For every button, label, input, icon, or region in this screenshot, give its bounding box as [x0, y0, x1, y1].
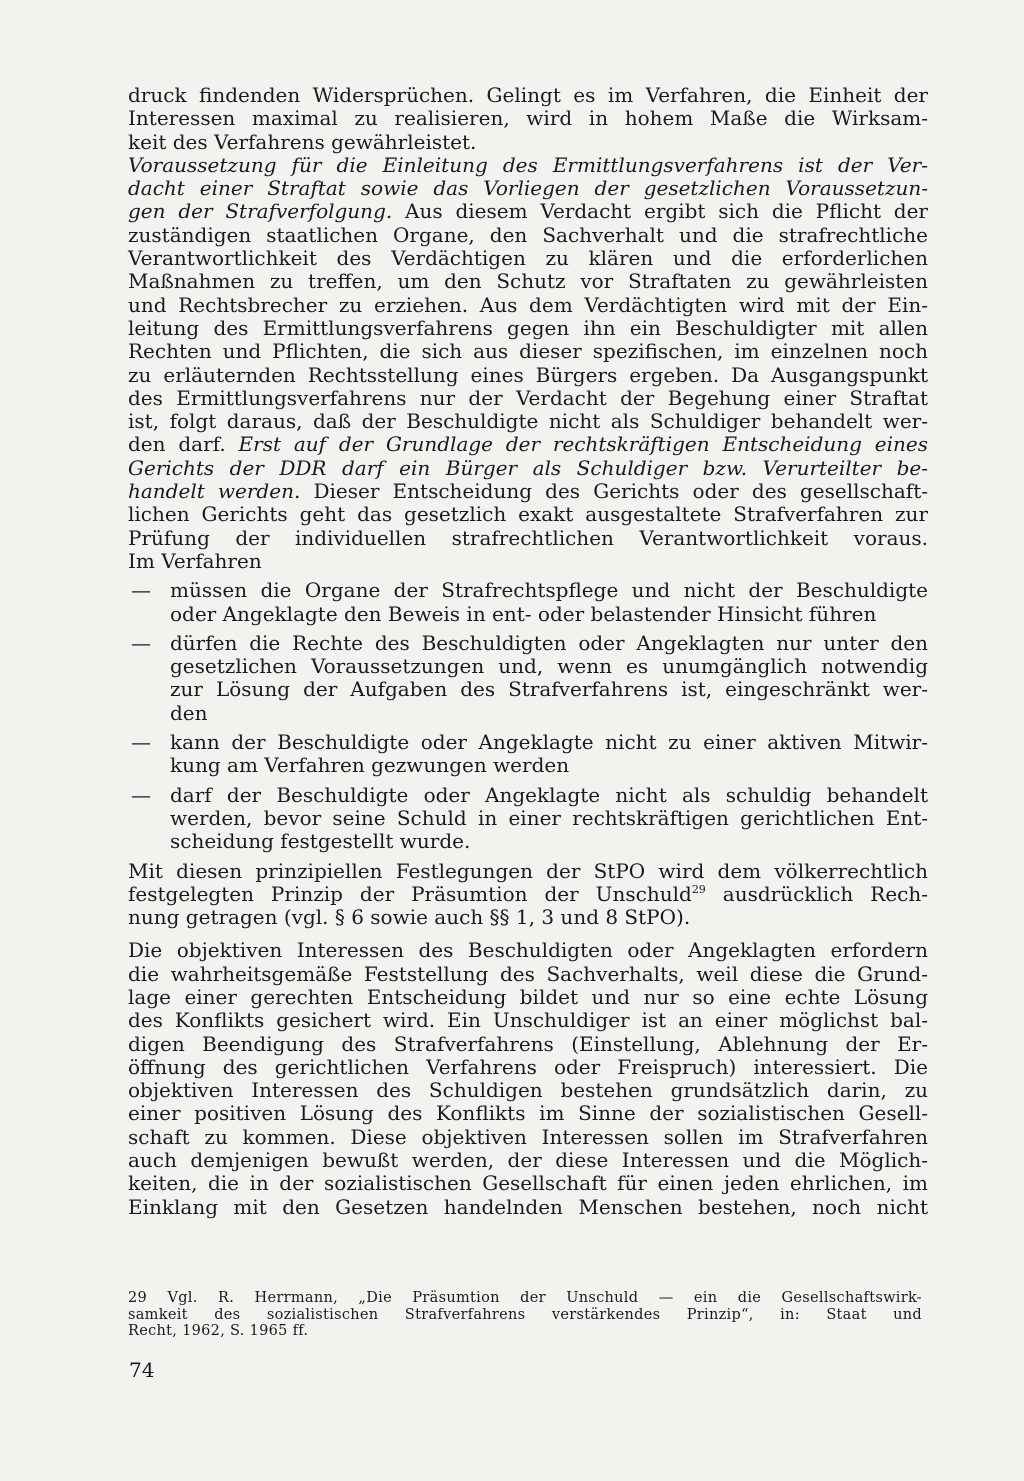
- text-line: Rechten und Pflichten, die sich aus dieser spezifischen, im einzelnen noch: [128, 339, 928, 364]
- main-text: [128, 84, 928, 1219]
- text-line: Einklang mit den Gesetzen handelnden Menschen bestehen, noch nicht: [128, 1194, 928, 1219]
- text-line: Mit diesen prinzipiellen Festlegungen der StPO wird dem völkerrechtlich: [128, 858, 928, 883]
- text-line: Interessen maximal zu realisieren, wird in hohem Maße die Wirksam-: [128, 106, 928, 131]
- text-line: scheidung festgestellt wurde.: [170, 829, 471, 854]
- text-line: nung getragen (vgl. § 6 sowie auch §§ 1, 3 und 8 StPO).: [128, 905, 691, 930]
- italic-text-line: Gerichts der DDR darf ein Bürger als Schuldiger bzw. Verurteilter be-: [128, 455, 928, 480]
- paragraph-2: [128, 154, 928, 550]
- text-line: Verantwortlichkeit des Verdächtigen zu klären und die erforderlichen: [128, 246, 928, 271]
- italic-text-line: Voraussetzung für die Einleitung des Ermittlungsverfahrens ist der Ver-: [128, 152, 928, 177]
- text-line: ist, folgt daraus, daß der Beschuldigte nicht als Schuldiger behandelt wer-: [128, 409, 928, 434]
- italic-phrase: gen der Strafverfolgung.: [128, 199, 393, 224]
- text-line: keiten, die in der sozialistischen Gesellschaft für einen jeden ehrlichen, im: [128, 1171, 928, 1196]
- paragraph-1: [128, 84, 928, 154]
- italic-text-line: dacht einer Straftat sowie das Vorliegen der gesetzlichen Voraussetzun-: [128, 176, 928, 201]
- text-line: zur Lösung der Aufgaben des Strafverfahrens ist, eingeschränkt wer-: [170, 677, 928, 702]
- dash-bullet: —: [131, 782, 151, 807]
- text-line: [128, 480, 928, 503]
- text-line: zuständigen staatlichen Organe, den Sachverhalt und die strafrechtliche: [128, 222, 928, 247]
- text-line: die wahrheitsgemäße Feststellung des Sachverhalts, weil diese die Grund-: [128, 961, 928, 986]
- footnote: [128, 1290, 922, 1340]
- page-number: 74: [129, 1358, 155, 1382]
- text-line: werden, bevor seine Schuld in einer rechtskräftigen gerichtlichen Ent-: [170, 805, 928, 830]
- paragraph-4: [128, 939, 928, 1219]
- plain-phrase: ausdrücklich Rech-: [705, 881, 928, 906]
- text-line: kann der Beschuldigte oder Angeklagte nicht zu einer aktiven Mitwir-: [170, 730, 928, 755]
- text-line: Prüfung der individuellen strafrechtlichen Verantwortlichkeit voraus.: [128, 525, 928, 550]
- plain-phrase: den darf.: [128, 432, 239, 457]
- list-item: [128, 579, 928, 626]
- text-line: [128, 433, 928, 456]
- text-line: keit des Verfahrens gewährleistet.: [128, 129, 477, 154]
- list-item: [128, 784, 928, 854]
- italic-phrase: handelt werden.: [128, 479, 301, 504]
- text-line: oder Angeklagte den Beweis in ent- oder belastender Hinsicht führen: [170, 601, 877, 626]
- dash-bullet: —: [131, 578, 151, 603]
- plain-phrase: Dieser Entscheidung des Gerichts oder des gesellschaft-: [300, 479, 928, 504]
- text-line: dürfen die Rechte des Beschuldigten oder Angeklagten nur unter den: [170, 630, 928, 655]
- footnote-reference: 29: [691, 882, 706, 896]
- text-line: [128, 200, 928, 223]
- text-line: Die objektiven Interessen des Beschuldigten oder Angeklagten erfordern: [128, 938, 928, 963]
- text-line: leitung des Ermittlungsverfahrens gegen ihn ein Beschuldigter mit allen: [128, 315, 928, 340]
- dash-bullet: —: [131, 730, 151, 755]
- text-line: einer positiven Lösung des Konflikts im Sinne der sozialistischen Gesell-: [128, 1101, 928, 1126]
- text-line: des Ermittlungsverfahrens nur der Verdacht der Begehung einer Straftat: [128, 385, 928, 410]
- text-line: müssen die Organe der Strafrechtspflege und nicht der Beschuldigte: [170, 578, 928, 603]
- text-line: des Konflikts gesichert wird. Ein Unschuldiger ist an einer möglichst bal-: [128, 1008, 928, 1033]
- text-line: darf der Beschuldigte oder Angeklagte nicht als schuldig behandelt: [170, 782, 928, 807]
- text-line: schaft zu kommen. Diese objektiven Interessen sollen im Strafverfahren: [128, 1124, 928, 1149]
- footnote-line: 29 Vgl. R. Herrmann, „Die Präsumtion der Unschuld — ein die Gesellschaftswirk-: [128, 1290, 922, 1306]
- text-line: lichen Gerichts geht das gesetzlich exakt ausgestaltete Strafverfahren zur: [128, 502, 928, 527]
- list-item: [128, 731, 928, 778]
- text-line: [128, 883, 928, 906]
- text-line: lage einer gerechten Entscheidung bildet und nur so eine echte Lösung: [128, 984, 928, 1009]
- text-line: zu erläuternden Rechtsstellung eines Bürgers ergeben. Da Ausgangspunkt: [128, 362, 928, 387]
- text-line: auch demjenigen bewußt werden, der diese Interessen und die Möglich-: [128, 1148, 928, 1173]
- paragraph-3: [128, 860, 928, 930]
- text-line: kung am Verfahren gezwungen werden: [170, 753, 570, 778]
- plain-phrase: Aus diesem Verdacht ergibt sich die Pflicht der: [392, 199, 928, 224]
- text-line: gesetzlichen Voraussetzungen und, wenn es unumgänglich notwendig: [170, 654, 928, 679]
- text-line: druck findenden Widersprüchen. Gelingt es im Verfahren, die Einheit der: [128, 83, 928, 107]
- text-line: Maßnahmen zu treffen, um den Schutz vor Straftaten zu gewährleisten: [128, 269, 928, 294]
- text-line: digen Beendigung des Strafverfahrens (Einstellung, Ablehnung der Er-: [128, 1031, 928, 1056]
- italic-phrase: Erst auf der Grundlage der rechtskräftigen Entscheidung eines: [238, 432, 928, 457]
- list-intro: Im Verfahren: [128, 548, 262, 573]
- dash-bullet: —: [131, 630, 151, 655]
- footnote-line: samkeit des sozialistischen Strafverfahrens verstärkendes Prinzip“, in: Staat und: [128, 1306, 922, 1323]
- text-line: öffnung des gerichtlichen Verfahrens oder Freispruch) interessiert. Die: [128, 1054, 928, 1079]
- text-line: den: [170, 700, 208, 725]
- plain-phrase: festgelegten Prinzip der Präsumtion der Unschuld: [128, 881, 692, 906]
- text-line: und Rechtsbrecher zu erziehen. Aus dem Verdächtigten wird mit der Ein-: [128, 292, 928, 317]
- list-item: [128, 632, 928, 725]
- text-line: objektiven Interessen des Schuldigen bestehen grundsätzlich darin, zu: [128, 1078, 928, 1103]
- footnote-line: Recht, 1962, S. 1965 ff.: [128, 1323, 309, 1339]
